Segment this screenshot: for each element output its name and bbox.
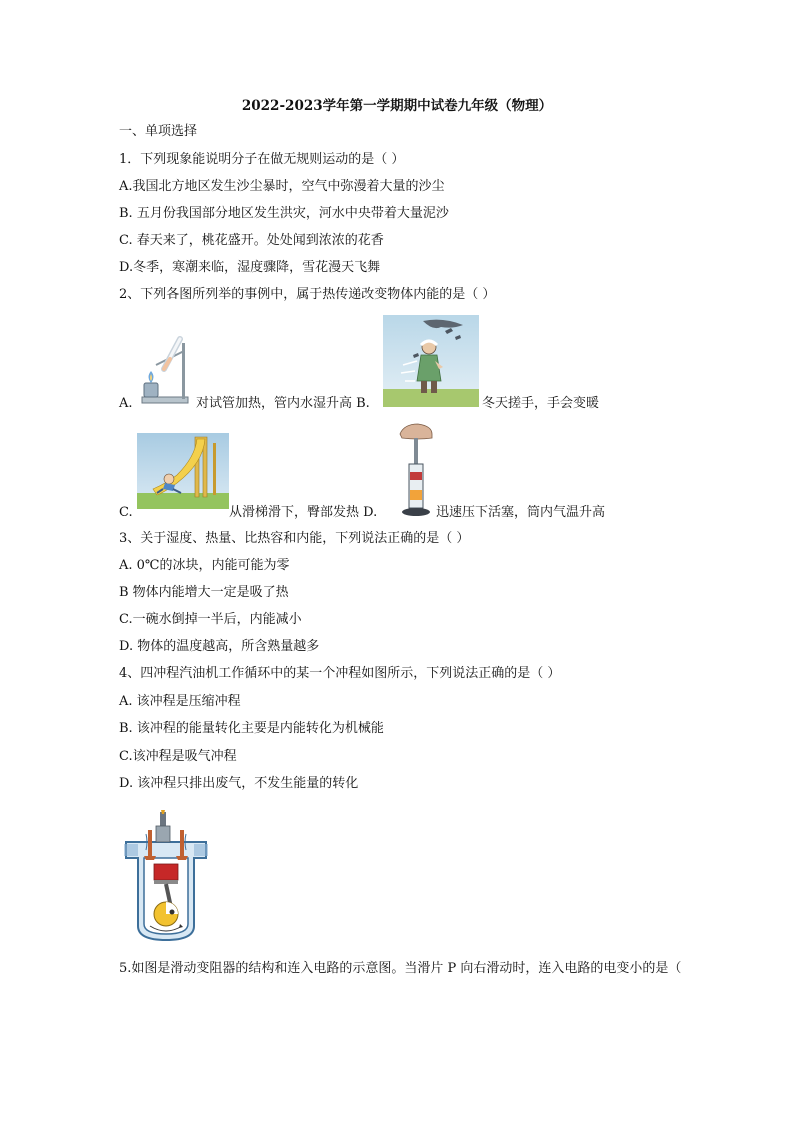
question-3-option-d: D. 物体的温度越高，所含熟量越多 (119, 639, 320, 654)
question-4-option-b: B. 该冲程的能量转化主要是内能转化为机械能 (119, 721, 384, 736)
question-5-stem: 5.如图是滑动变阻器的结构和连入电路的示意图。当滑片 P 向右滑动时，连入电路的电变小的是（ (119, 961, 682, 976)
question-2-option-d-text: 迅速压下活塞，筒内气温升高 (436, 505, 606, 520)
question-2-stem: 2、下列各图所列举的事例中，属于热传递改变物体内能的是（ ） (119, 287, 496, 302)
question-4-stem: 4、四冲程汽油机工作循环中的某一个冲程如图所示，下列说法正确的是（ ） (119, 666, 561, 681)
question-1-stem: 1．下列现象能说明分子在做无规则运动的是（ ） (119, 152, 405, 167)
question-4-option-c: C.该冲程是吸气冲程 (119, 749, 237, 764)
question-1-option-d: D.冬季，寒潮来临，湿度骤降，雪花漫天飞舞 (119, 260, 381, 275)
question-3-option-a: A. 0℃的冰块，内能可能为零 (119, 558, 290, 573)
question-2-option-b-text: 冬天搓手，手会变暖 (482, 396, 600, 411)
question-3-stem: 3、关于湿度、热量、比热容和内能，下列说法正确的是（ ） (119, 531, 470, 546)
question-2-option-c-label: C. (119, 505, 133, 520)
question-2-option-a-text: 对试管加热，管内水湿升高 B. (196, 396, 370, 411)
question-2-option-a-label: A. (119, 396, 133, 411)
question-4-option-a: A. 该冲程是压缩冲程 (119, 694, 241, 709)
question-3-option-c: C.一碗水倒掉一半后，内能减小 (119, 612, 302, 627)
page-title: 2022-2023学年第一学期期中试卷九年级（物理） (241, 98, 553, 114)
rubbing-hands-figure (383, 315, 479, 407)
question-1-option-c: C. 春天来了，桃花盛开。处处闻到浓浓的花香 (119, 233, 384, 248)
question-1-option-b: B. 五月份我国部分地区发生洪灾，河水中央带着大量泥沙 (119, 206, 449, 221)
question-4-option-d: D. 该冲程只排出废气，不发生能量的转化 (119, 776, 359, 791)
question-3-option-b: B 物体内能增大一定是吸了热 (119, 585, 289, 600)
piston-figure (398, 420, 434, 520)
slide-figure (137, 433, 229, 509)
question-2-option-c-text: 从滑梯滑下，臀部发热 D. (229, 505, 378, 520)
engine-cylinder-figure (120, 808, 212, 946)
question-1-option-a: A.我国北方地区发生沙尘暴时，空气中弥漫着大量的沙尘 (119, 179, 445, 194)
section-heading: 一、单项选择 (119, 124, 198, 139)
test-tube-heating-figure (134, 333, 196, 409)
